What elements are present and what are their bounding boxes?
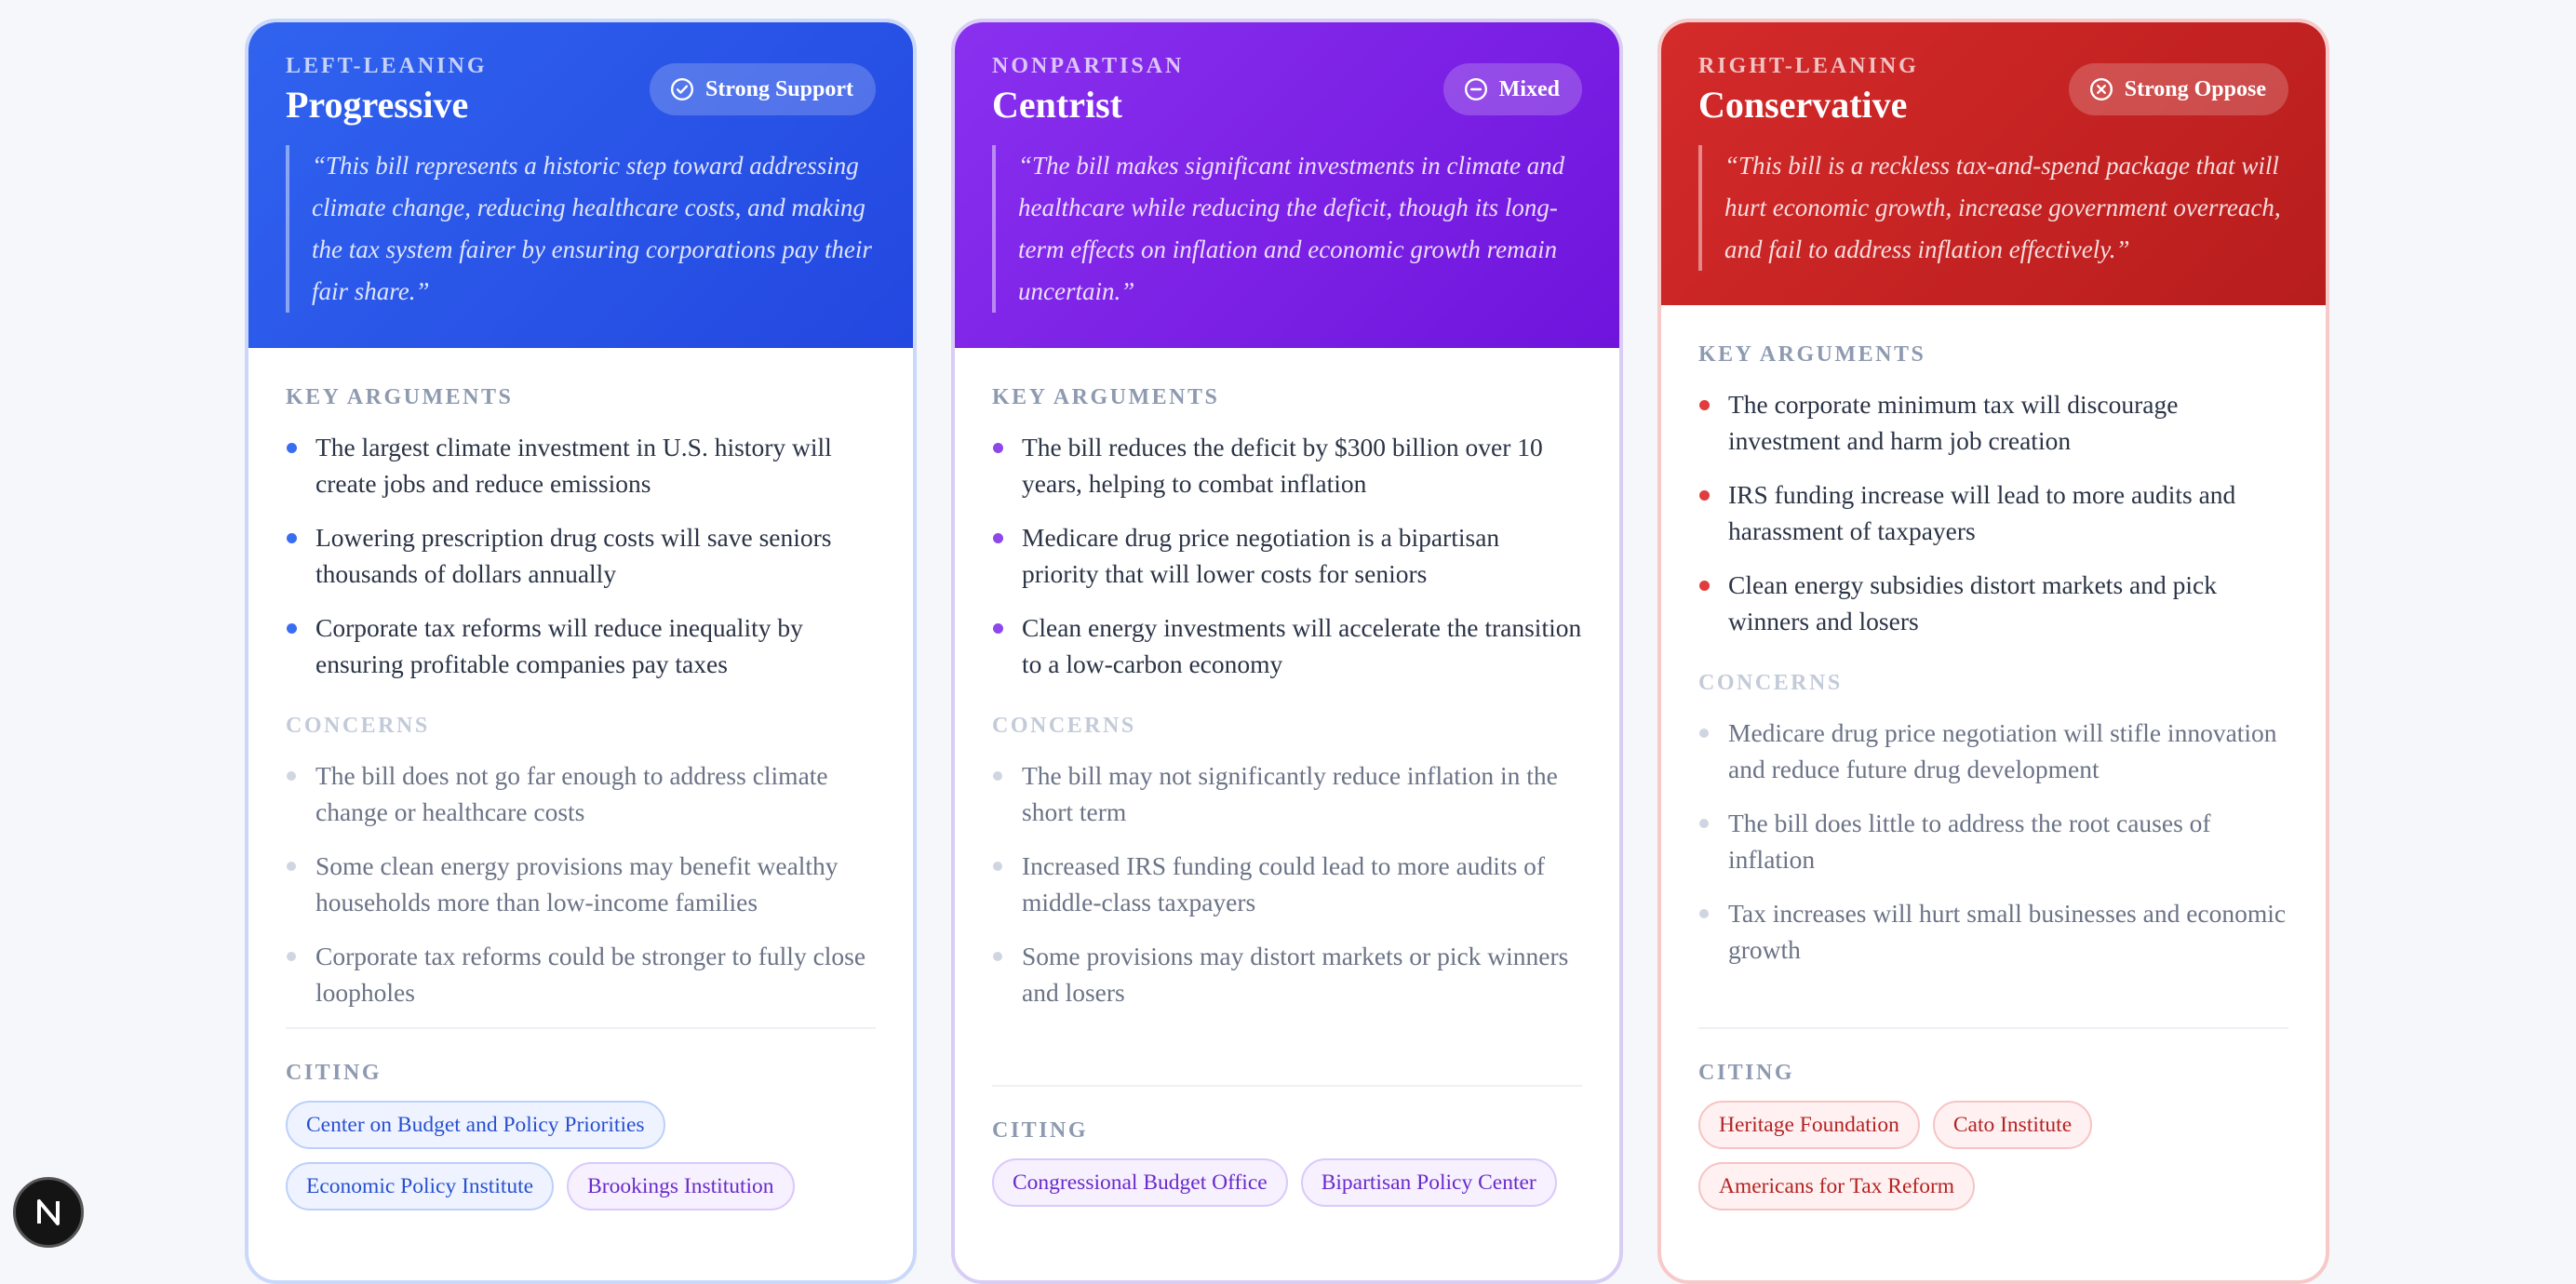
key-arguments-label: KEY ARGUMENTS [992, 385, 1220, 409]
stance-badge [650, 63, 876, 115]
citing-chip[interactable]: Cato Institute [1933, 1101, 2092, 1149]
card-title: Conservative [1698, 84, 1908, 126]
list-item: Clean energy subsidies distort markets and pick winners and losers [1698, 567, 2288, 639]
concerns-label: CONCERNS [1698, 671, 1843, 695]
citing-section [248, 1027, 913, 1210]
citing-chips [1698, 1101, 2288, 1210]
stance-badge [2069, 63, 2288, 115]
citing-chip[interactable]: Americans for Tax Reform [1698, 1162, 1975, 1210]
citing-label: CITING [992, 1118, 1089, 1143]
divider [992, 1085, 1582, 1087]
citing-chip[interactable]: Heritage Foundation [1698, 1101, 1920, 1149]
list-item: Some provisions may distort markets or pick winners and losers [992, 938, 1582, 1010]
card-header [248, 22, 913, 348]
quote: “This bill is a reckless tax-and-spend package that will hurt economic growth, increase government overreach, and fail to address inflation effectively.” [1698, 145, 2288, 271]
list-item: Some clean energy provisions may benefit wealthy households more than low-income families [286, 848, 876, 920]
card-body [248, 348, 913, 1027]
n-logo-glyph [30, 1194, 67, 1231]
card-header [1661, 22, 2326, 305]
card-title: Progressive [286, 84, 469, 126]
lean-label: RIGHT-LEANING [1698, 54, 1919, 78]
list-item: The bill does not go far enough to address climate change or healthcare costs [286, 757, 876, 830]
citing-label: CITING [286, 1061, 382, 1085]
key-arguments-list [286, 429, 876, 682]
divider [286, 1027, 876, 1029]
card-header [955, 22, 1619, 348]
list-item: Increased IRS funding could lead to more audits of middle-class taxpayers [992, 848, 1582, 920]
nextjs-logo-icon[interactable] [13, 1177, 84, 1248]
stance-label: Strong Support [705, 76, 853, 101]
minus-circle-icon [1464, 77, 1488, 101]
key-arguments-label: KEY ARGUMENTS [1698, 342, 1926, 367]
stance-label: Mixed [1498, 76, 1560, 101]
quote: “The bill makes significant investments in climate and healthcare while reducing the deficit, though its long-term effects on inflation and economic growth remain uncertain.” [992, 145, 1582, 313]
card-progressive [245, 19, 917, 1284]
list-item: Medicare drug price negotiation will stifle innovation and reduce future drug development [1698, 715, 2288, 787]
x-circle-icon [2089, 77, 2113, 101]
list-item: Corporate tax reforms could be stronger to fully close loopholes [286, 938, 876, 1010]
stance-label: Strong Oppose [2124, 76, 2266, 101]
card-conservative [1657, 19, 2329, 1284]
stance-badge [1443, 63, 1582, 115]
lean-label: LEFT-LEANING [286, 54, 488, 78]
divider [1698, 1027, 2288, 1029]
check-circle-icon [670, 77, 694, 101]
list-item: Tax increases will hurt small businesses and economic growth [1698, 895, 2288, 968]
list-item: The corporate minimum tax will discourage investment and harm job creation [1698, 386, 2288, 459]
list-item: The largest climate investment in U.S. history will create jobs and reduce emissions [286, 429, 876, 502]
citing-chip[interactable]: Bipartisan Policy Center [1301, 1158, 1557, 1207]
list-item: Medicare drug price negotiation is a bipartisan priority that will lower costs for seniors [992, 519, 1582, 592]
card-title: Centrist [992, 84, 1122, 126]
card-centrist [951, 19, 1623, 1284]
concerns-list [286, 757, 876, 1010]
concerns-list [992, 757, 1582, 1010]
concerns-list [1698, 715, 2288, 968]
citing-section [1661, 1027, 2326, 1210]
concerns-label: CONCERNS [286, 714, 430, 738]
list-item: The bill reduces the deficit by $300 billion over 10 years, helping to combat inflation [992, 429, 1582, 502]
citing-chip[interactable]: Center on Budget and Policy Priorities [286, 1101, 665, 1149]
list-item: Clean energy investments will accelerate the transition to a low-carbon economy [992, 609, 1582, 682]
citing-chip[interactable]: Brookings Institution [567, 1162, 794, 1210]
citing-section [955, 1085, 1619, 1207]
citing-chip[interactable]: Economic Policy Institute [286, 1162, 554, 1210]
lean-label: NONPARTISAN [992, 54, 1185, 78]
card-body [1661, 305, 2326, 1027]
list-item: Lowering prescription drug costs will save seniors thousands of dollars annually [286, 519, 876, 592]
key-arguments-list [992, 429, 1582, 682]
citing-chip[interactable]: Congressional Budget Office [992, 1158, 1288, 1207]
list-item: IRS funding increase will lead to more audits and harassment of taxpayers [1698, 476, 2288, 549]
key-arguments-list [1698, 386, 2288, 639]
citing-label: CITING [1698, 1061, 1795, 1085]
key-arguments-label: KEY ARGUMENTS [286, 385, 514, 409]
citing-chips [992, 1158, 1582, 1207]
card-body [955, 348, 1619, 1085]
list-item: The bill may not significantly reduce inflation in the short term [992, 757, 1582, 830]
list-item: Corporate tax reforms will reduce inequality by ensuring profitable companies pay taxes [286, 609, 876, 682]
list-item: The bill does little to address the root causes of inflation [1698, 805, 2288, 877]
perspective-cards [245, 19, 2329, 1284]
quote: “This bill represents a historic step toward addressing climate change, reducing healthcare costs, and making the tax system fairer by ensuring corporations pay their fair share.” [286, 145, 876, 313]
citing-chips [286, 1101, 876, 1210]
concerns-label: CONCERNS [992, 714, 1136, 738]
